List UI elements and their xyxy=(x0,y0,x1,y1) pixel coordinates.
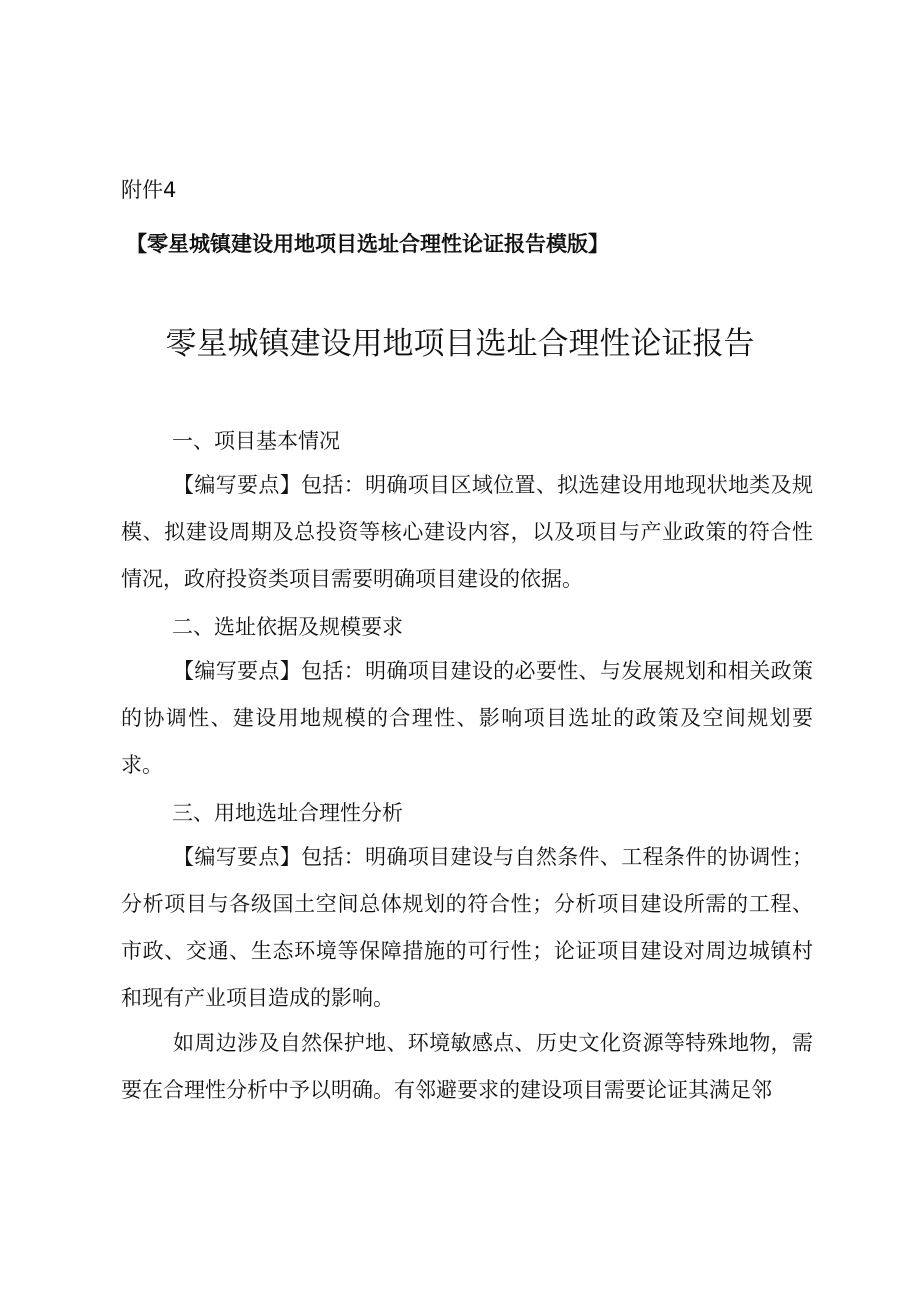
section-body-2: 【编写要点】包括：明确项目建设的必要性、与发展规划和相关政策的协调性、建设用地规模的合理性、影响项目选址的政策及空间规划要求。 xyxy=(121,659,813,777)
attachment-label: 附件4 xyxy=(121,178,177,202)
section-heading-3: 三、用地选址合理性分析 xyxy=(172,801,403,825)
report-title: 零星城镇建设用地项目选址合理性论证报告 xyxy=(165,326,755,362)
section-heading-2: 二、选址依据及规模要求 xyxy=(172,615,403,639)
template-title: 【零星城镇建设用地项目选址合理性论证报告模版】 xyxy=(126,232,609,256)
section-heading-1: 一、项目基本情况 xyxy=(172,429,340,453)
section-body-1: 【编写要点】包括：明确项目区域位置、拟选建设用地现状地类及规模、拟建设周期及总投资等核心建设内容，以及项目与产业政策的符合性情况，政府投资类项目需要明确项目建设的依据。 xyxy=(121,473,813,591)
section-body-3: 【编写要点】包括：明确项目建设与自然条件、工程条件的协调性；分析项目与各级国土空间总体规划的符合性；分析项目建设所需的工程、市政、交通、生态环境等保障措施的可行性；论证项目建设对周边城镇村和现有产业项目造成的影响。 xyxy=(121,845,813,1010)
extra-paragraph: 如周边涉及自然保护地、环境敏感点、历史文化资源等特殊地物，需要在合理性分析中予以明确。有邻避要求的建设项目需要论证其满足邻 xyxy=(121,1031,813,1102)
